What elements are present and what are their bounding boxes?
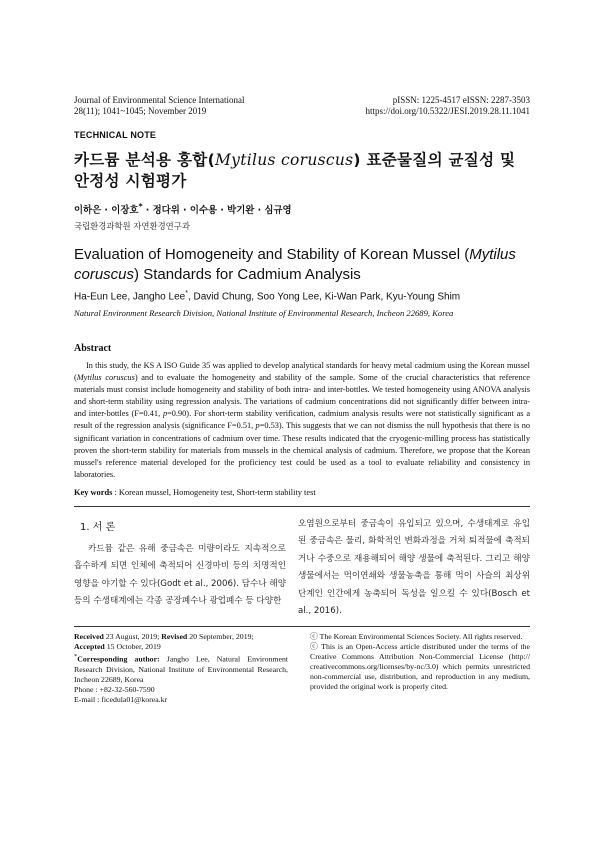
- author-kr: 이하은: [74, 205, 102, 217]
- corresponding-mark: *: [138, 202, 143, 211]
- email-link[interactable]: E-mail : ficedula01@korea.kr: [74, 694, 168, 704]
- english-affiliation: Natural Environment Research Division, National Institute of Environmental Research, Incheon 22689, Korea: [74, 308, 454, 318]
- author-en: Ha-Eun Lee, Jangho Lee: [74, 291, 186, 303]
- keywords-label: Key words: [74, 488, 113, 497]
- note-type: TECHNICAL NOTE: [74, 130, 157, 140]
- corresponding-mark: *: [74, 653, 78, 660]
- abstract-text: =0.90). For short-term stability verification, cadmium analysis results were not statistically significant as a result of the regression analysis (significance F=0.51,: [74, 409, 531, 431]
- keywords-text: : Korean mussel, Homogeneity test, Short-term stability test: [112, 488, 316, 497]
- abstract-species: Mytilus coruscus: [76, 373, 135, 383]
- author-kr: 심규영: [264, 205, 292, 217]
- english-title-part: ) Standards for Cadmium Analysis: [134, 266, 361, 283]
- author-kr: 박기완: [227, 205, 255, 217]
- english-title-species: coruscus: [74, 266, 135, 283]
- footnote-right: [310, 632, 530, 692]
- revised-date: 20 September, 2019;: [187, 632, 254, 641]
- separator: ·: [101, 205, 112, 217]
- doi-link[interactable]: https://doi.org/10.5322/JESI.2019.28.11.1041: [365, 106, 530, 116]
- korean-title: [74, 150, 534, 192]
- author-kr: 이수용: [189, 205, 218, 217]
- english-title: [74, 245, 544, 285]
- korean-affiliation: 국립환경과학원 자연환경연구과: [74, 221, 190, 231]
- korean-title-part: ) 표준물질의 균질성 및: [353, 151, 516, 169]
- abstract-text: =0.53). This suggests that we can not dismiss the null hypothesis that there is no significant variation in concentrations of cadmium over time. These results indicated that the cryogenic-milling process has statistically proven the short-term stability for materials from mussels in the chemical analysis of cadmium. Therefore, we propose that the Korean mussel's reference material developed for the proficiency test could be used as a tool to evaluate reliability and consistency in laboratories.: [74, 421, 530, 479]
- received-date: 23 August, 2019;: [103, 632, 162, 641]
- footnote-left: [74, 632, 288, 705]
- divider: [74, 626, 530, 627]
- revised-label: Revised: [161, 632, 188, 641]
- korean-title-species: Mytilus coruscus: [214, 151, 354, 169]
- abstract-p: p: [162, 409, 168, 419]
- journal-volume: 28(11); 1041~1045; November 2019: [74, 106, 207, 116]
- korean-title-line2: 안정성 시험평가: [74, 172, 187, 190]
- korean-authors: [74, 202, 292, 216]
- copyright: ⓒ The Korean Environmental Sciences Society. All rights reserved.: [310, 632, 523, 641]
- separator: ·: [254, 205, 265, 217]
- author-en: , David Chung, Soo Yong Lee, Ki-Wan Park, Kyu-Young Shim: [187, 291, 461, 303]
- journal-name: Journal of Environmental Science International: [74, 95, 245, 105]
- english-title-part: Evaluation of Homogeneity and Stability of Korean Mussel (: [74, 246, 470, 263]
- corresponding-mark: *: [185, 290, 188, 297]
- divider: [74, 506, 530, 507]
- license-text: ⓒ This is an Open-Access article distributed under the terms of the Creative Commons Attribution Non-Commercial License (http:// creativecommons.org/licenses/by-nc/3.0) which permits unrestricted non-commercial use, distribution, and reproduction in any medium, provided the original work is properly cited.: [310, 642, 530, 691]
- accepted-label: Accepted: [74, 642, 105, 651]
- korean-title-part: 카드뮴 분석용 홍합(: [74, 151, 215, 169]
- phone: Phone : +82-32-560-7590: [74, 684, 155, 694]
- keywords: [74, 488, 316, 497]
- abstract-heading: Abstract: [74, 343, 112, 354]
- corresponding-text: Jangho Lee, Natural Environment Research Division, National Institute of Environmental Research, Incheon 22689, Korea: [74, 654, 289, 684]
- issn: pISSN: 1225-4517 eISSN: 2287-3503: [392, 95, 530, 105]
- author-kr: 정다위: [152, 205, 180, 217]
- separator: ·: [142, 205, 153, 217]
- abstract-text: In this study, the KS A ISO Guide 35 was applied to develop analytical standards for heavy metal cadmium using the Korean mussel (: [74, 361, 530, 383]
- section-body-right: 오염원으로부터 중금속이 유입되고 있으며, 수생태계로 유입된 중금속은 물리, 화학적인 변화과정을 거쳐 퇴적물에 축적되거나 수중으로 재용해되어 해양 생물에 축적된다. 그리고 해양생물에서는 먹이연쇄와 생물농축을 통해 먹이 사슬의 최상위단계인 인간에게 농축되어 독성을 일으킬 수 있다(Bosch et al., 2016).: [298, 519, 530, 617]
- section-body-left: 카드뮴 같은 유해 중금속은 미량이라도 지속적으로 흡수하게 되면 인체에 축적되어 신경마비 등의 치명적인 영향을 야기할 수 있다(Godt et al., 2006). 담수나 해양 등의 수생태계에는 각종 공장폐수나 광업폐수 등 다양한: [74, 544, 286, 607]
- separator: ·: [179, 205, 190, 217]
- issn-block: [270, 95, 530, 117]
- abstract-text: ) and to evaluate the homogeneity and stability of the sample. Some of the crucial characteristics that reference materials must consist include homogeneity and stability of both intra- and inter-bottles. We tested homogeneity using ANOVA analysis and short-term stability using regression analysis. The variations of cadmium concentrations did not significantly differ between intra- and inter-bottles (F=0.41,: [74, 373, 530, 419]
- section-heading: 1. 서 론: [80, 522, 116, 533]
- english-authors: [74, 290, 460, 302]
- separator: ·: [217, 205, 228, 217]
- abstract-body: [74, 360, 530, 481]
- author-kr: 이장호: [111, 205, 139, 217]
- corresponding-label: Corresponding author:: [77, 654, 160, 664]
- abstract-p: p: [255, 421, 260, 431]
- accepted-date: 15 October, 2019: [104, 642, 161, 651]
- received-label: Received: [74, 632, 104, 641]
- english-title-species: Mytilus: [469, 246, 516, 263]
